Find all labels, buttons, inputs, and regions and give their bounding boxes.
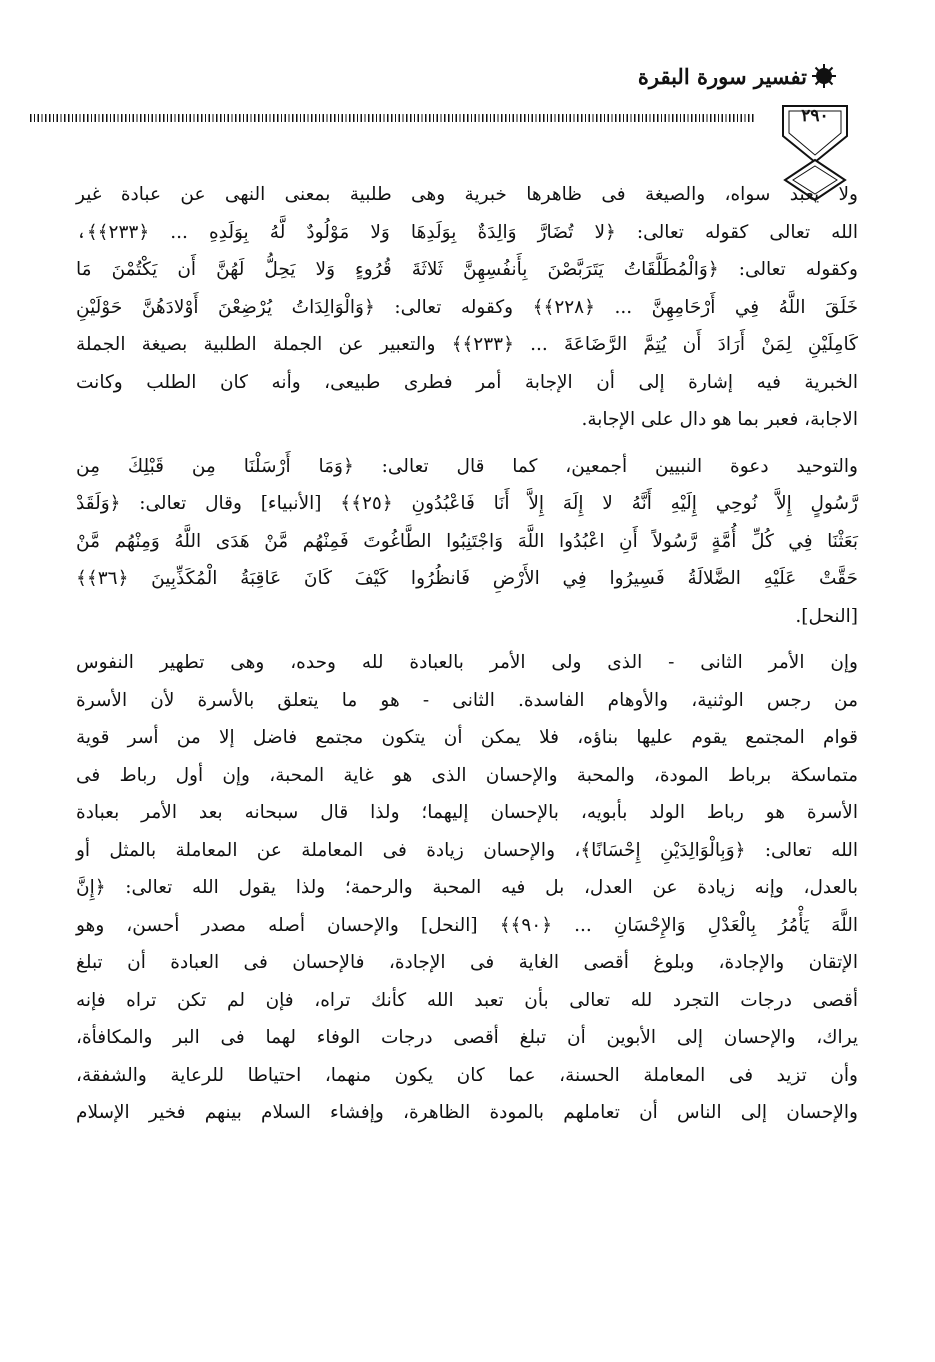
ornament-icon [811, 63, 837, 89]
paragraph [76, 176, 858, 439]
text-line: بَعَثْنَا فِي كُلِّ أُمَّةٍ رَّسُولاً أَنِ اعْبُدُوا اللَّهَ وَاجْتَنِبُوا الطَّاغُوتَ فَمِنْهُم مَّنْ هَدَى اللَّهُ وَمِنْهُم مَّنْ [76, 530, 858, 552]
page-header [0, 50, 935, 170]
text-line: بالعدل، وإنه زيادة عن العدل، بل فيه المحبة والرحمة؛ ولذا يقول الله تعالى: ﴿إِنَّ [76, 877, 858, 898]
text-line: خَلَقَ اللَّهُ فِي أَرْحَامِهِنَّ ... ﴿٢٢٨﴾﴾ وكقوله تعالى: ﴿وَالْوَالِدَاتُ يُرْضِعْنَ أَوْلادَهُنَّ حَوْلَيْنِ [76, 296, 859, 318]
text-line: والتوحيد دعوة النبيين أجمعين، كما قال تعالى: ﴿وَمَا أَرْسَلْنَا مِن قَبْلِكَ مِن [76, 455, 858, 477]
text-line: أقصى درجات التجرد لله تعالى بأن تعبد الله كأنك تراه، فإن لم تكن تراه فإنه [76, 989, 858, 1011]
text-line: الأسرة هو رباط الولد بأبويه، بالإحسان إليهما؛ ولذا قال سبحانه بعد الأمر بعبادة [76, 802, 858, 823]
text-line: حَقَّتْ عَلَيْهِ الضَّلالَةُ فَسِيرُوا فِي الأَرْضِ فَانظُرُوا كَيْفَ كَانَ عَاقِبَةُ الْمُكَذِّبِينَ ﴿٣٦﴾﴾ [76, 568, 858, 589]
text-line: الإتقان والإجادة، وبلوغ أقصى الغاية فى الإجادة، فالإحسان فى العبادة أن تبلغ [76, 952, 858, 973]
text-line: متماسكة برباط المودة، والمحبة والإحسان الذى هو غاية المحبة، وإن أول رباط فى [76, 764, 858, 786]
text-line: [النحل]. [795, 605, 858, 627]
text-line: الله تعالى: ﴿وَبِالْوَالِدَيْنِ إِحْسَانًا﴾، والإحسان زيادة فى المعاملة عن المعاملة بالمثل أو [76, 839, 858, 861]
paragraph [76, 448, 858, 636]
text-line: من رجس الوثنية، والأوهام الفاسدة. الثانى - هو ما يتعلق بالأسرة لأن الأسرة [76, 689, 858, 711]
text-line: ولا يعبد سواه، والصيغة فى ظاهرها خبرية وهى طلبية بمعنى النهى عن عبادة غير [76, 184, 858, 205]
paragraph [76, 644, 858, 1132]
text-line: اللَّهَ يَأْمُرُ بِالْعَدْلِ وَالإِحْسَانِ ... ﴿٩٠﴾﴾ [النحل] والإحسان أصله مصدر أحسن، وهو [76, 914, 858, 936]
running-title: تفسير سورة البقرة [637, 64, 807, 89]
text-line: يراك، والإحسان إلى الأبوين أن تبلغ أقصى درجات الوفاء لهما فى البر والمكافأة، [76, 1027, 858, 1048]
header-rule [30, 114, 756, 122]
page-body [76, 176, 858, 1132]
text-line: الله تعالى كقوله تعالى: ﴿لا تُضَارَّ وَالِدَةٌ بِوَلَدِهَا وَلا مَوْلُودٌ لَّهُ بِوَلَدِهِ ... ﴿٢٣٣﴾﴾، [76, 221, 858, 243]
text-line: والإحسان إلى الناس أن تعاملهم بالمودة الظاهرة، وإفشاء السلام بينهم فخير الإسلام [76, 1102, 858, 1123]
text-line: وأن تزيد فى المعاملة الحسنة، عما كان يكون منهما، احتياطا للرعاية والشفقة، [76, 1064, 858, 1086]
text-line: وكقوله تعالى: ﴿وَالْمُطَلَّقَاتُ يَتَرَبَّصْنَ بِأَنفُسِهِنَّ ثَلاثَةَ قُرُوءٍ وَلا يَحِلُّ لَهُنَّ أَن يَكْتُمْنَ مَا [76, 259, 858, 280]
text-line: كَامِلَيْنِ لِمَنْ أَرَادَ أَن يُتِمَّ الرَّضَاعَةَ ... ﴿٢٣٣﴾﴾ والتعبير عن الجملة الطلبية بصيغة الجملة [76, 334, 858, 355]
text-line: الاجابة، فعبر بما هو دال على الإجابة. [581, 409, 858, 430]
page-number: ٢٩٠ [801, 106, 829, 126]
text-line: وإن الأمر الثانى - الذى ولى الأمر بالعبادة لله وحده، وهى تطهير النفوس [76, 652, 858, 673]
text-line: الخبرية فيه إشارة إلى أن الإجابة أمر فطرى طبيعى، وأنه كان الطلب وكانت [76, 371, 858, 393]
text-line: رَّسُولٍ إِلاَّ نُوحِي إِلَيْهِ أَنَّهُ لا إِلَهَ إِلاَّ أَنَا فَاعْبُدُونِ ﴿٢٥﴾﴾ [الأنبياء] وقال تعالى: ﴿وَلَقَدْ [76, 493, 858, 514]
text-line: قوام المجتمع يقوم عليها بناؤه، فلا يمكن أن يتكون مجتمع فاضل إلا من أسر قوية [76, 727, 858, 748]
